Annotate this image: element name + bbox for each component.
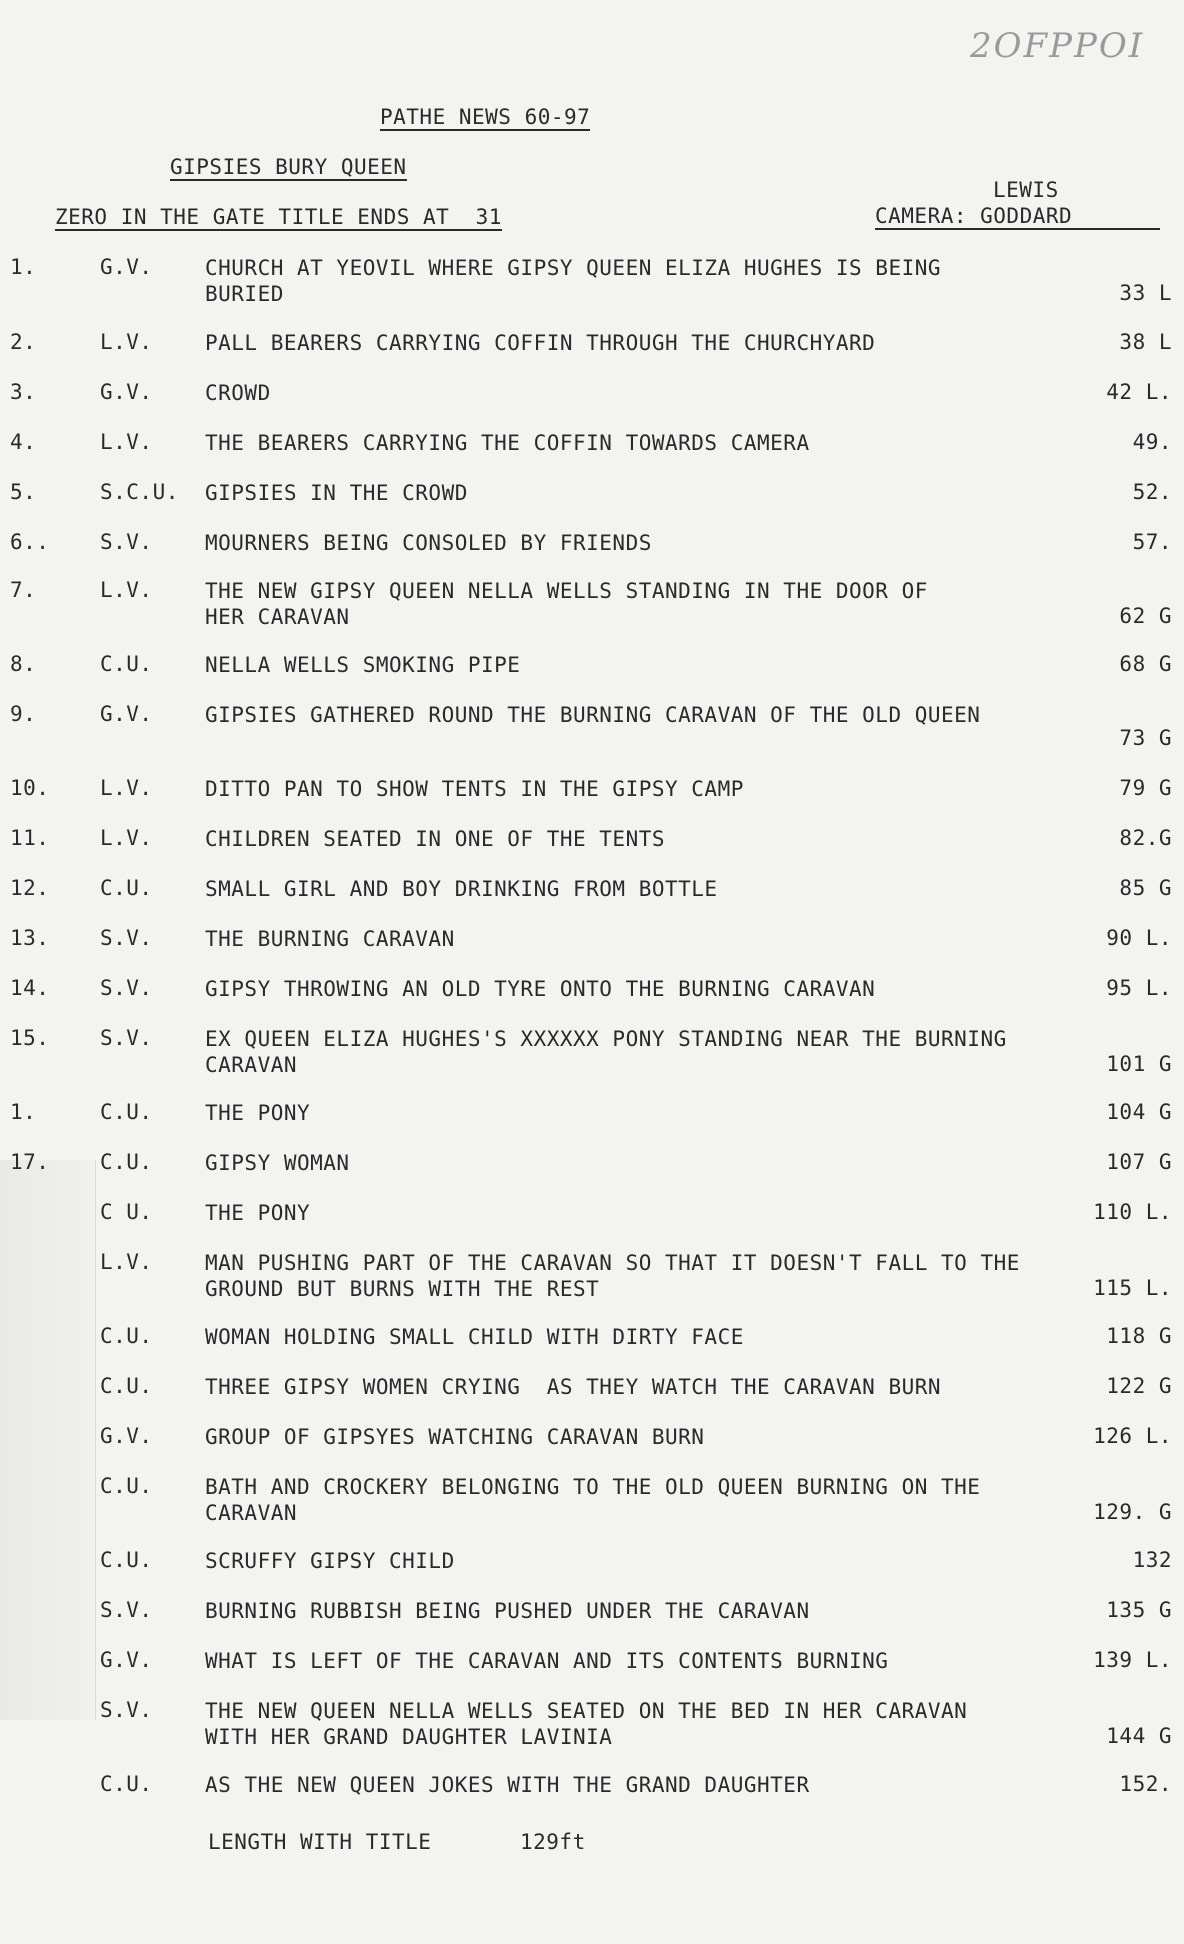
shot-description-line: BURNING RUBBISH BEING PUSHED UNDER THE CARAVAN <box>205 1599 810 1623</box>
shot-description <box>205 1026 1007 1078</box>
shot-type: L.V. <box>100 1250 153 1274</box>
shot-type: L.V. <box>100 430 153 454</box>
shot-description-line: SMALL GIRL AND BOY DRINKING FROM BOTTLE <box>205 877 718 901</box>
shot-type: C.U. <box>100 1772 153 1796</box>
shot-type: L.V. <box>100 330 153 354</box>
shot-type: G.V. <box>100 1424 153 1448</box>
shot-description-line: AS THE NEW QUEEN JOKES WITH THE GRAND DAUGHTER <box>205 1773 810 1797</box>
shot-number: 6.. <box>10 530 50 554</box>
shot-number: 12. <box>10 876 50 900</box>
shot-description <box>205 255 941 307</box>
shot-description-line: GIPSIES IN THE CROWD <box>205 481 468 505</box>
shot-footage: 49. <box>1132 430 1172 454</box>
shot-type: S.V. <box>100 926 153 950</box>
document-title: PATHE NEWS 60-97 <box>380 105 591 129</box>
shot-number: 11. <box>10 826 50 850</box>
shot-footage: 79 G <box>1119 776 1172 800</box>
shot-type: C U. <box>100 1200 153 1224</box>
shot-footage: 101 G <box>1106 1052 1172 1076</box>
shot-type: C.U. <box>100 1548 153 1572</box>
shot-description-line: BURIED <box>205 282 284 306</box>
shot-description <box>205 976 875 1002</box>
shot-description <box>205 702 980 728</box>
shot-description <box>205 926 455 952</box>
handwritten-reference: 2OFPPOI <box>970 26 1145 66</box>
shot-footage: 52. <box>1132 480 1172 504</box>
shot-footage: 129. G <box>1093 1500 1172 1524</box>
shot-description <box>205 1150 350 1176</box>
shot-description-line: CARAVAN <box>205 1501 298 1525</box>
shot-description <box>205 652 520 678</box>
shot-footage: 95 L. <box>1106 976 1172 1000</box>
shot-type: C.U. <box>100 1324 153 1348</box>
shot-footage: 152. <box>1119 1772 1172 1796</box>
shot-description-line: WITH HER GRAND DAUGHTER LAVINIA <box>205 1725 613 1749</box>
shot-description-line: GROUND BUT BURNS WITH THE REST <box>205 1277 600 1301</box>
shot-footage: 62 G <box>1119 604 1172 628</box>
shot-description-line: THE PONY <box>205 1201 311 1225</box>
shot-footage: 90 L. <box>1106 926 1172 950</box>
shot-description-line: GIPSY THROWING AN OLD TYRE ONTO THE BURNING CARAVAN <box>205 977 876 1001</box>
shot-description-line: CHILDREN SEATED IN ONE OF THE TENTS <box>205 827 666 851</box>
shot-description <box>205 876 718 902</box>
shot-description-line: MOURNERS BEING CONSOLED BY FRIENDS <box>205 531 652 555</box>
shot-type: C.U. <box>100 652 153 676</box>
shot-description <box>205 1250 1020 1302</box>
shot-number: 15. <box>10 1026 50 1050</box>
length-value: 129ft <box>520 1830 586 1854</box>
shot-number: 7. <box>10 578 37 602</box>
shot-description <box>205 1772 810 1798</box>
shot-footage: 135 G <box>1106 1598 1172 1622</box>
shot-description-line: CHURCH AT YEOVIL WHERE GIPSY QUEEN ELIZA HUGHES IS BEING <box>205 256 942 280</box>
shot-type: G.V. <box>100 702 153 726</box>
shot-type: G.V. <box>100 380 153 404</box>
shot-type: C.U. <box>100 1100 153 1124</box>
shot-type: S.V. <box>100 1026 153 1050</box>
shot-number: 5. <box>10 480 37 504</box>
camera-line: CAMERA: GODDARD <box>875 204 1160 230</box>
shot-description-line: GIPSIES GATHERED ROUND THE BURNING CARAVAN OF THE OLD QUEEN <box>205 703 981 727</box>
shot-type: C.U. <box>100 1150 153 1174</box>
shot-type: G.V. <box>100 255 153 279</box>
shot-number: 8. <box>10 652 37 676</box>
shot-footage: 68 G <box>1119 652 1172 676</box>
shot-description-line: THE BEARERS CARRYING THE COFFIN TOWARDS CAMERA <box>205 431 810 455</box>
shot-description-line: GROUP OF GIPSYES WATCHING CARAVAN BURN <box>205 1425 705 1449</box>
shot-description <box>205 330 875 356</box>
shot-number: 4. <box>10 430 37 454</box>
shot-description-line: WOMAN HOLDING SMALL CHILD WITH DIRTY FACE <box>205 1325 744 1349</box>
shot-description <box>205 1698 967 1750</box>
shot-number: 14. <box>10 976 50 1000</box>
shot-number: 10. <box>10 776 50 800</box>
shot-footage: 144 G <box>1106 1724 1172 1748</box>
shot-number: 1. <box>10 1100 37 1124</box>
shot-number: 2. <box>10 330 37 354</box>
shot-description-line: CROWD <box>205 381 271 405</box>
shot-type: S.V. <box>100 1598 153 1622</box>
shot-description <box>205 1200 310 1226</box>
shot-number: 9. <box>10 702 37 726</box>
shot-number: 1. <box>10 255 37 279</box>
shot-type: C.U. <box>100 876 153 900</box>
shot-footage: 104 G <box>1106 1100 1172 1124</box>
shot-type: L.V. <box>100 826 153 850</box>
shot-description-line: NELLA WELLS SMOKING PIPE <box>205 653 521 677</box>
shot-description <box>205 430 810 456</box>
shot-footage: 82.G <box>1119 826 1172 850</box>
shot-number: 3. <box>10 380 37 404</box>
shot-type: S.V. <box>100 530 153 554</box>
shot-number: 13. <box>10 926 50 950</box>
shot-footage: 115 L. <box>1093 1276 1172 1300</box>
shot-description-line: MAN PUSHING PART OF THE CARAVAN SO THAT IT DOESN'T FALL TO THE <box>205 1251 1020 1275</box>
shot-footage: 118 G <box>1106 1324 1172 1348</box>
shot-footage: 132 <box>1132 1548 1172 1572</box>
shot-type: S.V. <box>100 976 153 1000</box>
shot-description <box>205 776 744 802</box>
shot-description <box>205 380 271 406</box>
shot-description-line: SCRUFFY GIPSY CHILD <box>205 1549 455 1573</box>
shot-description-line: DITTO PAN TO SHOW TENTS IN THE GIPSY CAMP <box>205 777 744 801</box>
shot-description <box>205 1324 744 1350</box>
shot-footage: 73 G <box>1119 726 1172 750</box>
shot-footage: 33 L <box>1119 281 1172 305</box>
shot-description <box>205 1648 888 1674</box>
zero-in-gate-line: ZERO IN THE GATE TITLE ENDS AT 31 <box>55 205 502 229</box>
shot-footage: 85 G <box>1119 876 1172 900</box>
shot-description-line: THE PONY <box>205 1101 311 1125</box>
shot-type: G.V. <box>100 1648 153 1672</box>
shot-description-line: THE BURNING CARAVAN <box>205 927 455 951</box>
shot-footage: 38 L <box>1119 330 1172 354</box>
shot-description-line: THE NEW GIPSY QUEEN NELLA WELLS STANDING IN THE DOOR OF <box>205 579 928 603</box>
story-subject: GIPSIES BURY QUEEN <box>170 155 407 179</box>
shot-footage: 139 L. <box>1093 1648 1172 1672</box>
shot-footage: 107 G <box>1106 1150 1172 1174</box>
shot-description <box>205 1474 980 1526</box>
shot-description <box>205 480 468 506</box>
page-margin-shadow <box>0 1160 96 1720</box>
shot-footage: 110 L. <box>1093 1200 1172 1224</box>
shot-footage: 57. <box>1132 530 1172 554</box>
shot-type: C.U. <box>100 1474 153 1498</box>
cameraman-name: LEWIS <box>993 178 1059 202</box>
shot-description-line: HER CARAVAN <box>205 605 350 629</box>
shot-type: L.V. <box>100 578 153 602</box>
shot-footage: 42 L. <box>1106 380 1172 404</box>
shot-description-line: EX QUEEN ELIZA HUGHES'S XXXXXX PONY STANDING NEAR THE BURNING <box>205 1027 1007 1051</box>
shot-description <box>205 578 928 630</box>
shot-description-line: GIPSY WOMAN <box>205 1151 350 1175</box>
length-label: LENGTH WITH TITLE <box>208 1830 432 1854</box>
shot-number: 17. <box>10 1150 50 1174</box>
shot-description-line: THREE GIPSY WOMEN CRYING AS THEY WATCH THE CARAVAN BURN <box>205 1375 942 1399</box>
shot-description-line: THE NEW QUEEN NELLA WELLS SEATED ON THE BED IN HER CARAVAN <box>205 1699 968 1723</box>
shot-description-line: WHAT IS LEFT OF THE CARAVAN AND ITS CONTENTS BURNING <box>205 1649 889 1673</box>
shot-description <box>205 1100 310 1126</box>
shot-description <box>205 1424 704 1450</box>
shot-description-line: PALL BEARERS CARRYING COFFIN THROUGH THE CHURCHYARD <box>205 331 876 355</box>
shot-type: C.U. <box>100 1374 153 1398</box>
shot-description <box>205 1374 941 1400</box>
shot-description <box>205 530 652 556</box>
shot-type: L.V. <box>100 776 153 800</box>
shot-footage: 126 L. <box>1093 1424 1172 1448</box>
shot-footage: 122 G <box>1106 1374 1172 1398</box>
shot-description <box>205 826 665 852</box>
shot-type: S.C.U. <box>100 480 179 504</box>
shot-description <box>205 1598 810 1624</box>
shot-description-line: BATH AND CROCKERY BELONGING TO THE OLD QUEEN BURNING ON THE <box>205 1475 981 1499</box>
shot-description <box>205 1548 455 1574</box>
shot-type: S.V. <box>100 1698 153 1722</box>
shot-description-line: CARAVAN <box>205 1053 298 1077</box>
